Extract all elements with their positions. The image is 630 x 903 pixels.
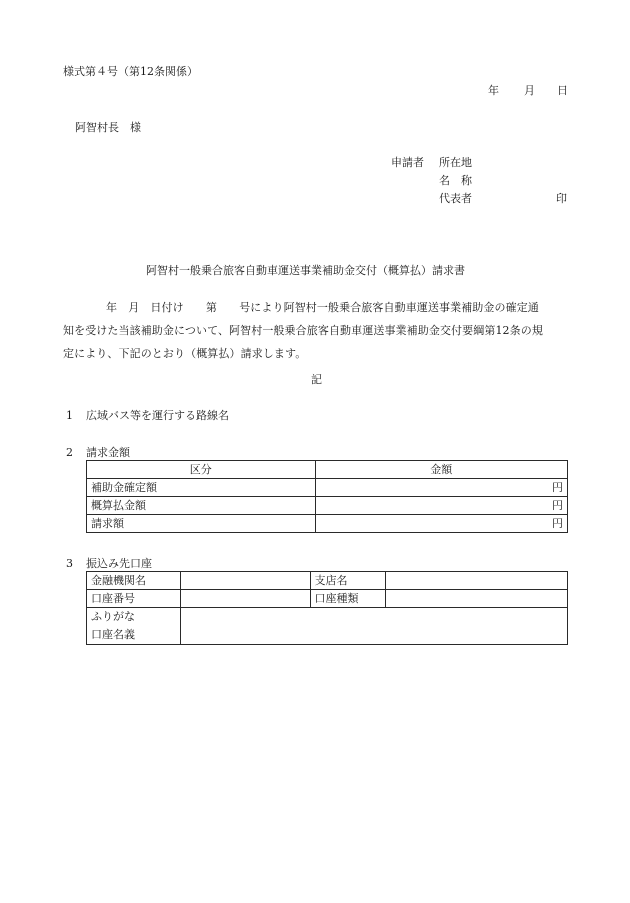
table-row xyxy=(87,608,568,645)
section-1-number: 1 xyxy=(66,409,73,422)
row-label: 請求額 xyxy=(87,515,316,533)
account-holder-field[interactable] xyxy=(180,608,567,645)
table-row xyxy=(87,515,568,533)
bank-name-field[interactable] xyxy=(180,572,310,590)
body-paragraph xyxy=(63,296,568,365)
branch-field[interactable] xyxy=(386,572,568,590)
account-holder-label-cell xyxy=(87,608,181,645)
date-month-label: 月 xyxy=(524,84,535,97)
section-2-number: 2 xyxy=(66,446,73,459)
seal-mark: 印 xyxy=(556,192,567,205)
claim-amount-table xyxy=(86,460,568,533)
header-amount: 金額 xyxy=(315,461,567,479)
applicant-address-label: 所在地 xyxy=(439,156,472,169)
form-number-label: 様式第４号（第12条関係） xyxy=(63,65,198,78)
applicant-representative-label: 代表者 xyxy=(439,192,472,205)
bank-account-table xyxy=(86,571,568,645)
row-label: 補助金確定額 xyxy=(87,479,316,497)
ki-heading: 記 xyxy=(311,373,322,386)
document-title: 阿智村一般乗合旅客自動車運送事業補助金交付（概算払）請求書 xyxy=(146,264,465,277)
body-line-2: 知を受けた当該補助金について、阿智村一般乗合旅客自動車運送事業補助金交付要綱第12条の規 xyxy=(63,324,543,337)
account-number-field[interactable] xyxy=(180,590,310,608)
date-year-label: 年 xyxy=(488,84,499,97)
account-type-field[interactable] xyxy=(386,590,568,608)
amount-cell[interactable]: 円 xyxy=(315,479,567,497)
bank-name-label: 金融機関名 xyxy=(87,572,181,590)
section-1-label: 広域バス等を運行する路線名 xyxy=(86,409,229,422)
applicant-name-label: 名 称 xyxy=(439,174,472,187)
body-line-1: 年 月 日付け 第 号により阿智村一般乗合旅客自動車運送事業補助金の確定通 xyxy=(106,301,539,314)
table-row xyxy=(87,497,568,515)
body-line-3: 定により、下記のとおり（概算払）請求します。 xyxy=(63,347,307,360)
section-2-label: 請求金額 xyxy=(86,446,130,459)
row-label: 概算払金額 xyxy=(87,497,316,515)
furigana-label: ふりがな xyxy=(91,610,135,623)
date-day-label: 日 xyxy=(557,84,568,97)
account-number-label: 口座番号 xyxy=(87,590,181,608)
table-row xyxy=(87,572,568,590)
table-row xyxy=(87,479,568,497)
section-3-label: 振込み先口座 xyxy=(86,557,152,570)
account-type-label: 口座種類 xyxy=(310,590,386,608)
header-category: 区分 xyxy=(87,461,316,479)
applicant-label: 申請者 xyxy=(391,156,424,169)
table-header-row xyxy=(87,461,568,479)
section-3-number: 3 xyxy=(66,557,73,570)
branch-label: 支店名 xyxy=(310,572,386,590)
amount-cell[interactable]: 円 xyxy=(315,497,567,515)
account-holder-label: 口座名義 xyxy=(91,628,135,641)
table-row xyxy=(87,590,568,608)
amount-cell[interactable]: 円 xyxy=(315,515,567,533)
addressee: 阿智村長 様 xyxy=(75,121,141,134)
